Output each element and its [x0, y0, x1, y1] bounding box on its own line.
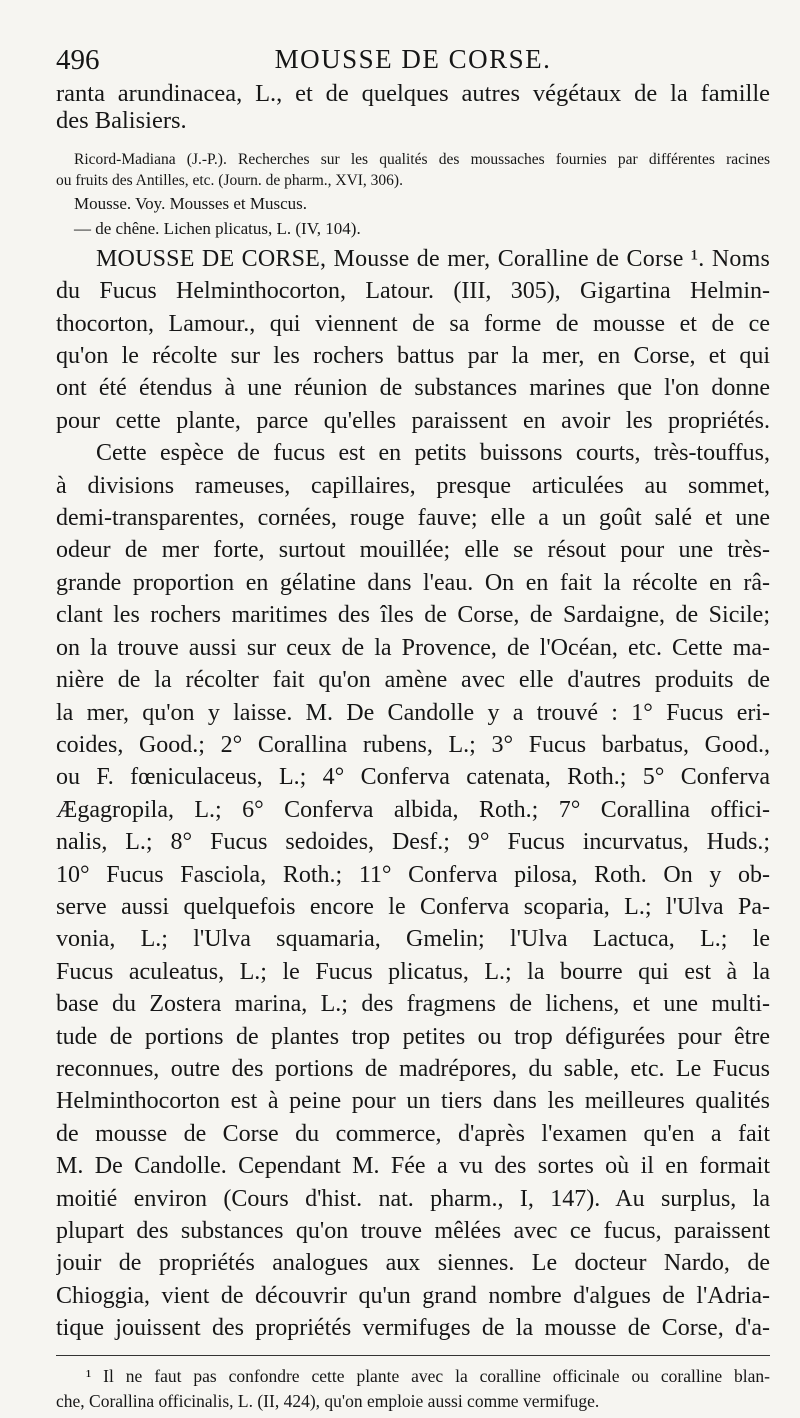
text-line: tique jouissent des propriétés vermifuges de la mousse de Corse, d'a- [56, 1315, 770, 1342]
text-line: la mer, qu'on y laisse. M. De Candolle y a trouvé : 1° Fucus eri- [56, 699, 770, 726]
text-line: ont été étendus à une réunion de substances marines que l'on donne [56, 375, 770, 402]
text-line: moitié environ (Cours d'hist. nat. pharm., I, 147). Au surplus, la [56, 1185, 770, 1212]
page-number: 496 [56, 44, 100, 76]
text-line: thocorton, Lamour., qui viennent de sa forme de mousse et de ce [56, 310, 770, 337]
cross-reference-entry: Mousse. Voy. Mousses et Muscus. [74, 193, 307, 213]
footnote [56, 1364, 770, 1414]
footnote-line: che, Corallina officinalis, L. (II, 424), qu'on emploie aussi comme vermifuge. [56, 1390, 600, 1411]
text-line: on la trouve aussi sur ceux de la Provence, de l'Océan, etc. Cette ma- [56, 634, 770, 661]
text-line: demi-transparentes, cornées, rouge fauve; elle a un goût salé et une [56, 505, 770, 532]
text-line: ou F. fœniculaceus, L.; 4° Conferva catenata, Roth.; 5° Conferva [56, 764, 770, 791]
cross-reference-entry: — de chêne. Lichen plicatus, L. (IV, 104). [74, 218, 361, 238]
text-line: coides, Good.; 2° Corallina rubens, L.; 3° Fucus barbatus, Good., [56, 731, 770, 758]
running-title: MOUSSE DE CORSE. [274, 44, 552, 74]
article-headline: MOUSSE DE CORSE, Mousse de mer, Coralline de Corse ¹. Noms [96, 245, 770, 272]
text-line: jouir de propriétés analogues aux siennes. Le docteur Nardo, de [56, 1250, 770, 1277]
text-line: plupart des substances qu'on trouve mêlées avec ce fucus, paraissent [56, 1218, 770, 1244]
text-line: Chioggia, vient de découvrir qu'un grand nombre d'algues de l'Adria- [56, 1282, 770, 1309]
text-line: grande proportion en gélatine dans l'eau. On en fait la récolte en râ- [56, 569, 770, 596]
text-line: nière de la récolter fait qu'on amène avec elle d'autres produits de [56, 667, 770, 694]
footnote-divider [56, 1355, 770, 1356]
text-line: reconnues, outre des portions de madrépores, du sable, etc. Le Fucus [56, 1055, 770, 1082]
text-line: des Balisiers. [56, 107, 187, 135]
text-line: du Fucus Helminthocorton, Latour. (III, 305), Gigartina Helmin- [56, 278, 770, 305]
article-body [56, 243, 770, 1345]
text-line: Ægagropila, L.; 6° Conferva albida, Roth.; 7° Corallina offici- [56, 796, 770, 823]
page-header [56, 40, 770, 80]
text-line: ranta arundinacea, L., et de quelques autres végétaux de la famille [56, 80, 770, 107]
text-line: serve aussi quelquefois encore le Conferva scoparia, L.; l'Ulva Pa- [56, 893, 770, 920]
text-line: clant les rochers maritimes des îles de Corse, de Sardaigne, de Sicile; [56, 602, 770, 629]
text-line: Fucus aculeatus, L.; le Fucus plicatus, L.; la bourre qui est à la [56, 958, 770, 985]
continued-text [56, 80, 770, 135]
text-line: 10° Fucus Fasciola, Roth.; 11° Conferva pilosa, Roth. On y ob- [56, 861, 770, 888]
text-line: qu'on le récolte sur les rochers battus par la mer, en Corse, et qui [56, 343, 770, 370]
text-line: odeur de mer forte, surtout mouillée; elle se résout pour une très- [56, 537, 770, 564]
reference-block [56, 149, 770, 241]
text-line: tude de portions de plantes trop petites ou trop défigurées pour être [56, 1023, 770, 1050]
text-line: vonia, L.; l'Ulva squamaria, Gmelin; l'Ulva Lactuca, L.; le [56, 926, 770, 953]
text-line: base du Zostera marina, L.; des fragmens de lichens, et une multi- [56, 991, 770, 1018]
reference-line: Ricord-Madiana (J.-P.). Recherches sur les qualités des moussaches fournies par différentes racines [74, 150, 770, 168]
text-line: à divisions rameuses, capillaires, presque articulées au sommet, [56, 472, 770, 499]
footnote-line: ¹ Il ne faut pas confondre cette plante avec la coralline officinale ou coralline blan- [86, 1365, 770, 1386]
reference-line: ou fruits des Antilles, etc. (Journ. de pharm., XVI, 306). [56, 171, 403, 189]
text-line: de mousse de Corse du commerce, d'après l'examen qu'en a fait [56, 1120, 770, 1147]
text-line: M. De Candolle. Cependant M. Fée a vu des sortes où il en formait [56, 1153, 770, 1180]
text-line: Helminthocorton est à peine pour un tiers dans les meilleures qualités [56, 1088, 770, 1115]
text-line: Cette espèce de fucus est en petits buissons courts, très-touffus, [96, 440, 770, 467]
text-line: pour cette plante, parce qu'elles paraissent en avoir les propriétés. [56, 407, 770, 434]
text-line: nalis, L.; 8° Fucus sedoides, Desf.; 9° Fucus incurvatus, Huds.; [56, 829, 770, 856]
